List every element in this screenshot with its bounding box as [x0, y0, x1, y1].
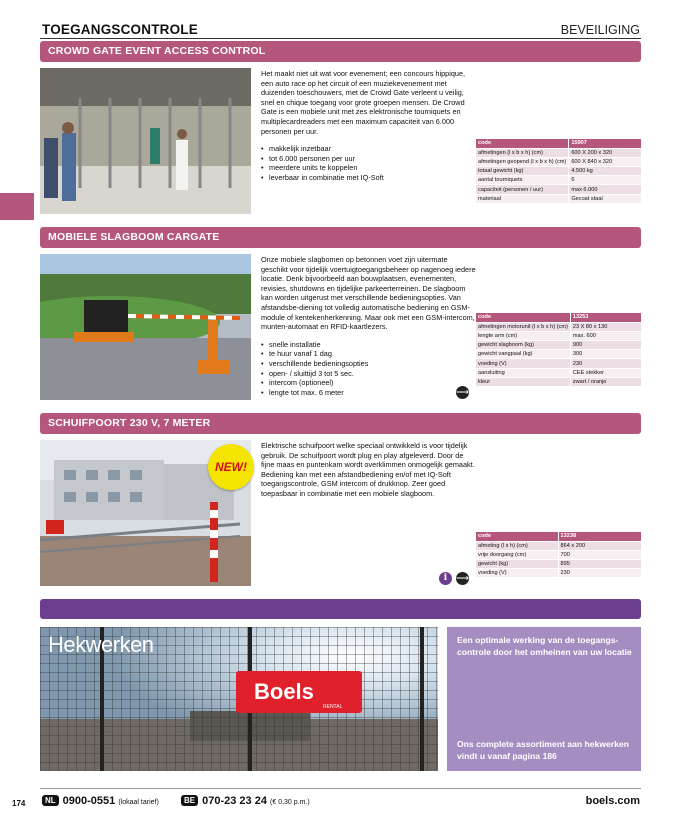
spec-value: 864 x 200 — [558, 541, 641, 550]
feature-item: • lengte tot max. 6 meter — [261, 388, 476, 398]
promo-text: Een optimale werking van de toegangs-controle door het omheinen van uw locatie — [457, 635, 632, 657]
section-label: BEVEILIGING — [560, 23, 640, 37]
footer-divider — [40, 788, 641, 789]
spec-label: lengte arm (cm) — [476, 331, 570, 340]
spec-row — [476, 541, 641, 550]
footer-be-phone — [181, 795, 310, 807]
spec-table — [476, 532, 641, 578]
feature-list — [261, 340, 476, 398]
spec-row — [476, 350, 641, 359]
spec-label: capaciteit (personen / uur) — [476, 185, 569, 194]
feature-item: • meerdere units te koppelen — [261, 163, 476, 173]
spec-value: 6 — [569, 176, 641, 185]
spec-row — [476, 569, 641, 578]
product-description — [261, 441, 476, 499]
be-phone-number: 070-23 23 24 — [202, 795, 267, 807]
feature-item: • leverbaar in combinatie met IQ-Soft — [261, 173, 476, 183]
product-description — [261, 255, 476, 397]
spec-row — [476, 148, 641, 157]
spec-row — [476, 194, 641, 203]
be-rate-note: (€ 0,30 p.m.) — [270, 799, 310, 806]
spec-label: afmetingen (l x b x h) (cm) — [476, 148, 569, 157]
spec-label: code — [476, 532, 558, 541]
feature-item: • te huur vanaf 1 dag — [261, 349, 476, 359]
promo-bar — [40, 599, 641, 619]
spec-header-row — [476, 532, 641, 541]
arrow-icon: ⟶ — [456, 387, 469, 397]
description-text: Onze mobiele slagbomen op betonnen voet zijn uitermate geschikt voor tijdelijk voertuigtoegangsbeheer op nagenoeg iedere locatie. Denk bijvoorbeeld aan bouwplaatsen, evenementen, revisies, shutdowns en tijdelijke parkeerterreinen. De slagboom kan worden uitgerust met verschillende bedieningsopties. Van afstandsbe-diening tot volledig automatische bediening en GSM-module of kentekenherkenning. Maar ook met een GSM-intercom, munten-automaat en RFID-kaartlezers. — [261, 255, 476, 332]
spec-value: 600 X 840 x 320 — [569, 157, 641, 166]
spec-label: afmetingen geopend (l x b x h) (cm) — [476, 157, 569, 166]
spec-header-row — [476, 139, 641, 148]
product-title-bar: SCHUIFPOORT 230 V, 7 METER — [40, 413, 641, 434]
spec-row — [476, 560, 641, 569]
crowd-gate-photo — [40, 68, 251, 214]
nl-rate-note: (lokaal tarief) — [118, 799, 159, 806]
feature-item: • snelle installatie — [261, 340, 476, 350]
spec-row — [476, 550, 641, 559]
promo-image-title: Hekwerken — [48, 632, 154, 657]
spec-value: 300 — [570, 350, 641, 359]
spec-value: 700 — [558, 550, 641, 559]
product-title-bar: MOBIELE SLAGBOOM CARGATE — [40, 227, 641, 248]
spec-value: 23 X 80 x 130 — [570, 322, 641, 331]
footer-nl-phone — [42, 795, 159, 807]
feature-item: • verschillende bedieningsopties — [261, 359, 476, 369]
spec-value: max. 600 — [570, 331, 641, 340]
spec-row — [476, 157, 641, 166]
spec-row — [476, 176, 641, 185]
spec-value: 230 — [570, 359, 641, 368]
spec-label: voeding (V) — [476, 359, 570, 368]
feature-list — [261, 144, 476, 182]
sign-logo-text: Boels — [254, 679, 314, 704]
spec-row — [476, 341, 641, 350]
promo-link-text: Ons complete assortiment aan hekwerken vindt u vanaf pagina 186 — [457, 739, 629, 761]
spec-header-row — [476, 313, 641, 322]
nl-phone-number: 0900-0551 — [62, 795, 116, 807]
spec-value: max 6.000 — [569, 185, 641, 194]
product-title-bar: CROWD GATE EVENT ACCESS CONTROL — [40, 41, 641, 62]
spec-value: 4.500 kg — [569, 167, 641, 176]
sign-logo-subtext: RENTAL — [323, 704, 343, 710]
spec-label: aantal tourniquets — [476, 176, 569, 185]
spec-label: gewicht slagboom (kg) — [476, 341, 570, 350]
spec-label: aansluiting — [476, 368, 570, 377]
new-badge: NEW! — [208, 444, 254, 490]
spec-value: 13253 — [570, 313, 641, 322]
spec-row — [476, 377, 641, 386]
product-description — [261, 69, 476, 183]
spec-table — [476, 139, 641, 204]
spec-row — [476, 359, 641, 368]
spec-label: afmeting (l x h) (cm) — [476, 541, 558, 550]
spec-label: vrije doorgang (cm) — [476, 550, 558, 559]
arrow-icon: ⟶ — [456, 573, 469, 583]
spec-label: totaal gewicht (kg) — [476, 167, 569, 176]
title-divider — [40, 38, 641, 39]
feature-item: • tot 6.000 personen per uur — [261, 154, 476, 164]
spec-value: 13238 — [558, 532, 641, 541]
slagboom-photo — [40, 254, 251, 400]
spec-label: voeding (V) — [476, 569, 558, 578]
spec-row — [476, 322, 641, 331]
spec-label: afmetingen motorunit (l x b x h) (cm) — [476, 322, 570, 331]
spec-row — [476, 331, 641, 340]
spec-value: 900 — [570, 341, 641, 350]
spec-value: Gecoat staal — [569, 194, 641, 203]
spec-row — [476, 368, 641, 377]
spec-label: gewicht (kg) — [476, 560, 558, 569]
spec-value: 230 — [558, 569, 641, 578]
spec-value: 600 X 200 x 320 — [569, 148, 641, 157]
spec-value: 15907 — [569, 139, 641, 148]
spec-value: CEE stekker — [570, 368, 641, 377]
spec-row — [476, 167, 641, 176]
spec-value: zwart / oranje — [570, 377, 641, 386]
nl-flag-label: NL — [42, 795, 59, 806]
be-flag-label: BE — [181, 795, 198, 806]
feature-item: • makkelijk inzetbaar — [261, 144, 476, 154]
spec-row — [476, 185, 641, 194]
feature-item: • intercom (optioneel) — [261, 378, 476, 388]
description-text: Het maakt niet uit wat voor evenement; een concours hippique, een auto race op het circuit of een muziekevenement met duizenden toeschouwers, met de Crowd Gate verleent u veilig, snel en chique toegang voor grote groepen mensen. De Crowd Gate is een mobiele unit met zes elektronische tourniquets en multiplecardreaders met een maximum capaciteit van 6.000 personen per uur. — [261, 69, 466, 136]
spec-label: code — [476, 313, 570, 322]
info-icon: i — [439, 572, 452, 585]
spec-table — [476, 313, 641, 387]
feature-item: • open- / sluittijd 3 tot 5 sec. — [261, 369, 476, 379]
spec-label: code — [476, 139, 569, 148]
page-number: 174 — [12, 799, 26, 808]
page-title: TOEGANGSCONTROLE — [42, 22, 198, 37]
description-text: Elektrische schuifpoort welke speciaal ontwikkeld is voor tijdelijk gebruik. De schuifpoort wordt plug en play afgeleverd. Door de fijne maas en puntenkam wordt overklimmen onmogelijk gemaakt. Bediening kan met een afstandbediening en/of met IQ-Soft toegangscontrole, GSM intercom of drukknop. Zeer goed toepasbaar in combinatie met een mobiele slagboom. — [261, 441, 475, 498]
spec-label: gewicht vangpaal (kg) — [476, 350, 570, 359]
website-link[interactable]: boels.com — [585, 795, 640, 807]
spec-label: materiaal — [476, 194, 569, 203]
spec-value: 895 — [558, 560, 641, 569]
spec-label: kleur — [476, 377, 570, 386]
chapter-tab — [0, 193, 34, 220]
